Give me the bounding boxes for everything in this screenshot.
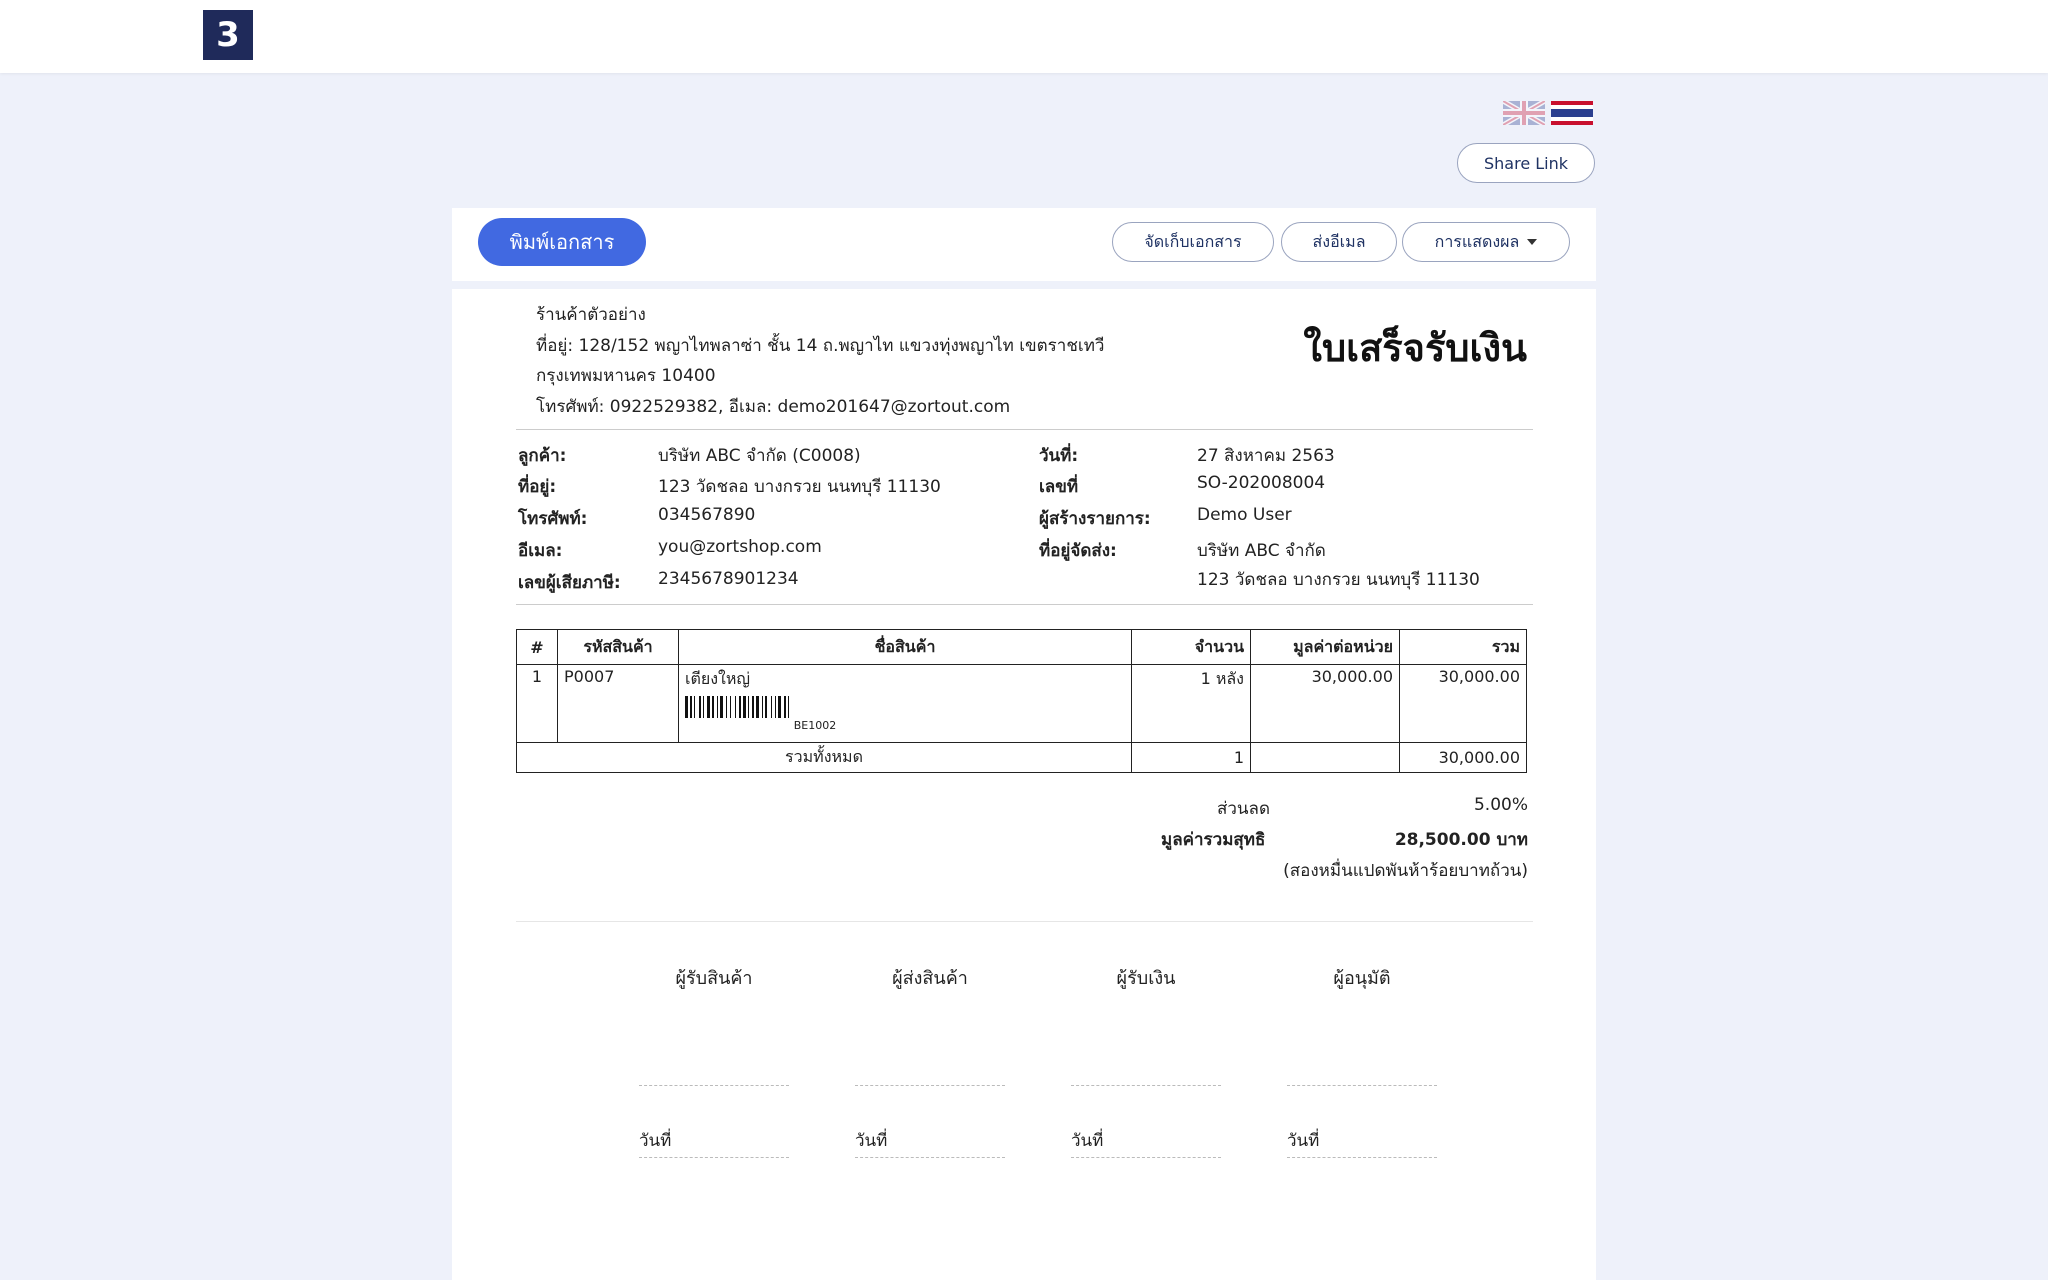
signature-line [639,1085,789,1086]
customer-tax-label: เลขผู้เสียภาษี: [518,573,621,593]
document-toolbar [452,208,1596,287]
customer-tax-id: 2345678901234 [658,569,799,589]
signature-line [855,1085,1005,1086]
table-footer-row [517,743,1527,773]
customer-phone-label: โทรศัพท์: [518,509,588,529]
archive-document-button[interactable]: จัดเก็บเอกสาร [1112,222,1274,262]
receipt-document [452,289,1596,1280]
thai-flag-icon[interactable] [1551,101,1593,125]
table-row [517,665,1527,743]
row-unit-price: 30,000.00 [1251,665,1400,743]
signature-date-label: วันที่ [1071,1131,1104,1151]
document-date: 27 สิงหาคม 2563 [1197,446,1335,466]
creator-name: Demo User [1197,505,1292,525]
row-total: 30,000.00 [1400,665,1527,743]
footer-empty-cell [1251,743,1400,773]
date-line [639,1157,789,1158]
barcode-icon [685,696,1125,718]
shop-address-line1: ที่อยู่: 128/152 พญาไทพลาซ่า ชั้น 14 ถ.พญาไท แขวงทุ่งพญาไท เขตราชเทวี [536,336,1105,356]
col-header-no: # [517,630,558,665]
date-line [1287,1157,1437,1158]
display-options-dropdown[interactable] [1402,222,1570,262]
signature-approver-title: ผู้อนุมัติ [1333,968,1391,989]
col-header-unit-price: มูลค่าต่อหน่วย [1251,630,1400,665]
date-line [855,1157,1005,1158]
row-code: P0007 [558,665,679,743]
divider [516,921,1533,922]
customer-address: 123 วัดชลอ บางกรวย นนทบุรี 11130 [658,477,941,497]
divider [516,429,1533,430]
number-label: เลขที่ [1039,477,1079,497]
col-header-name: ชื่อสินค้า [679,630,1132,665]
shipping-name: บริษัท ABC จำกัด [1197,541,1326,561]
net-total-label: มูลค่ารวมสุทธิ [1161,830,1266,850]
caret-down-icon [1527,239,1537,245]
row-no: 1 [517,665,558,743]
footer-total: 30,000.00 [1400,743,1527,773]
divider [516,604,1533,605]
signature-payee-title: ผู้รับเงิน [1116,968,1176,989]
discount-value: 5.00% [1473,795,1528,815]
signature-date-label: วันที่ [1287,1131,1320,1151]
footer-qty: 1 [1132,743,1251,773]
date-label: วันที่: [1039,446,1079,466]
creator-label: ผู้สร้างรายการ: [1039,509,1151,529]
row-product [679,665,1132,743]
col-header-total: รวม [1400,630,1527,665]
date-line [1071,1157,1221,1158]
net-total-words: (สองหมื่นแปดพันห้าร้อยบาทถ้วน) [1283,861,1528,881]
brand-logo[interactable]: 3 [203,10,253,60]
signature-line [1071,1085,1221,1086]
customer-name-label: ลูกค้า: [518,446,567,466]
shipping-label: ที่อยู่จัดส่ง: [1039,541,1117,561]
customer-email: you@zortshop.com [658,537,822,557]
share-link-button[interactable]: Share Link [1457,143,1595,183]
table-header-row [517,630,1527,665]
customer-phone: 034567890 [658,505,756,525]
top-bar [0,0,2048,73]
shop-address-line2: กรุงเทพมหานคร 10400 [536,366,716,386]
document-title: ใบเสร็จรับเงิน [1303,326,1527,370]
col-header-qty: จำนวน [1132,630,1251,665]
barcode-text: BE1002 [793,719,837,732]
customer-name: บริษัท ABC จำกัด (C0008) [658,446,861,466]
signature-date-label: วันที่ [855,1131,888,1151]
signature-line [1287,1085,1437,1086]
signature-date-label: วันที่ [639,1131,672,1151]
send-email-button[interactable]: ส่งอีเมล [1281,222,1397,262]
shop-contact: โทรศัพท์: 0922529382, อีเมล: demo201647@zortout.com [536,397,1011,417]
customer-address-label: ที่อยู่: [518,477,557,497]
discount-label: ส่วนลด [1217,799,1271,819]
footer-label: รวมทั้งหมด [517,743,1132,773]
signature-sender-title: ผู้ส่งสินค้า [892,968,968,989]
col-header-code: รหัสสินค้า [558,630,679,665]
row-product-name: เตียงใหญ่ [685,669,751,688]
signature-receiver-title: ผู้รับสินค้า [675,968,753,989]
shipping-address: 123 วัดชลอ บางกรวย นนทบุรี 11130 [1197,570,1480,590]
uk-flag-icon[interactable] [1503,101,1545,125]
language-switcher [1503,101,1593,125]
net-total-value: 28,500.00 บาท [1394,830,1528,850]
display-options-label: การแสดงผล [1434,231,1520,251]
customer-email-label: อีเมล: [518,541,563,561]
document-number: SO-202008004 [1197,473,1326,493]
row-qty: 1 หลัง [1132,665,1251,743]
print-document-button[interactable]: พิมพ์เอกสาร [478,218,646,266]
items-table [516,629,1527,773]
shop-name: ร้านค้าตัวอย่าง [536,305,646,325]
